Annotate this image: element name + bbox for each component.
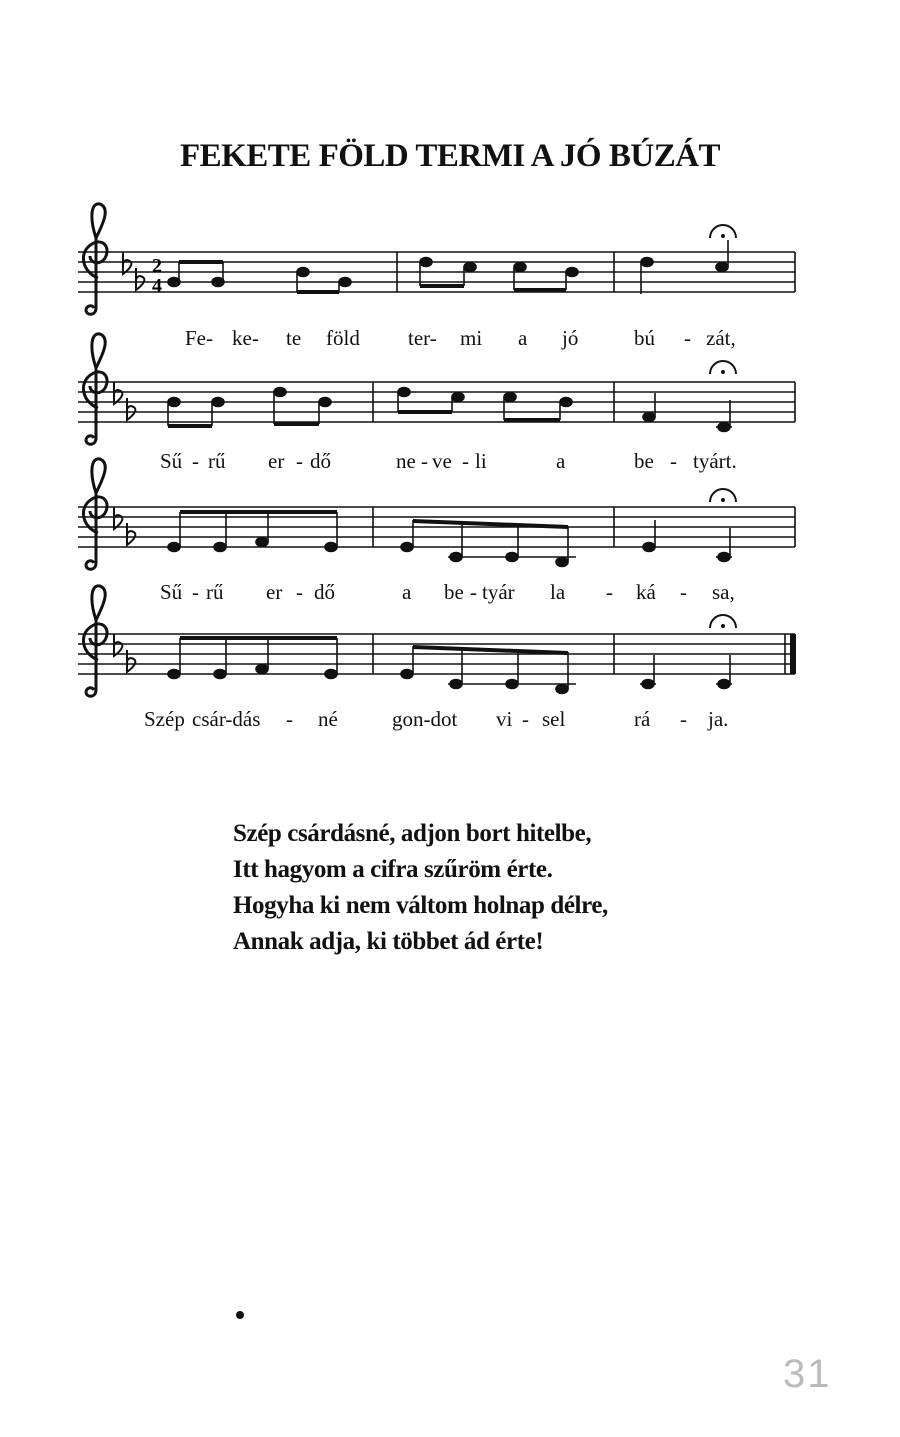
lyric-syllable: rű (208, 449, 226, 473)
lyric-syllable: ke- (232, 326, 259, 350)
verse-line: Hogyha ki nem váltom holnap délre, (233, 892, 608, 919)
flat-icon (114, 507, 122, 529)
flat-icon (123, 252, 131, 274)
lyric-syllable: ter- (408, 326, 437, 350)
lyric-syllable: föld (326, 326, 360, 350)
lyric-syllable: - (421, 449, 428, 473)
treble-clef-icon (83, 459, 107, 569)
verse-line: Annak adja, ki többet ád érte! (233, 928, 544, 955)
staff-system-3 (78, 459, 795, 569)
time-sig-bottom: 4 (152, 275, 162, 297)
lyric-syllable: - (192, 580, 199, 604)
lyric-syllable: - (680, 580, 687, 604)
lyric-syllable: dő (310, 449, 331, 473)
lyric-syllable: li (475, 449, 487, 473)
lyric-syllable: be (444, 580, 464, 604)
lyric-syllable: vi (496, 707, 513, 731)
lyric-syllable: - (296, 580, 303, 604)
treble-clef-icon (83, 204, 107, 314)
lyric-syllable: mi (460, 326, 483, 350)
lyric-syllable: - (670, 449, 677, 473)
lyric-syllable: Szép (144, 707, 185, 731)
lyric-syllable: ká (636, 580, 656, 604)
lyric-syllable: bú (634, 326, 655, 350)
lyric-syllable: - (296, 449, 303, 473)
lyric-syllable: ve (432, 449, 452, 473)
lyric-syllable: sel (542, 707, 566, 731)
lyric-syllable: Sű (160, 449, 183, 473)
lyric-syllable: sa, (712, 580, 735, 604)
lyric-syllable: ne (396, 449, 416, 473)
page-number: 31 (783, 1352, 832, 1396)
lyric-syllable: - (470, 580, 477, 604)
lyric-syllable: - (522, 707, 529, 731)
staff-system-2 (78, 334, 795, 444)
lyric-syllable: - (684, 326, 691, 350)
time-sig-top: 2 (152, 255, 162, 277)
lyric-syllable: - (680, 707, 687, 731)
lyric-syllable: csár-dás (192, 707, 261, 731)
verse-line: Itt hagyom a cifra szűröm érte. (233, 856, 553, 883)
lyric-syllable: zát, (706, 326, 736, 350)
flat-icon (114, 382, 122, 404)
lyric-syllable: jó (562, 326, 579, 350)
lyric-syllable: gon-dot (392, 707, 458, 731)
lyric-syllable: rá (634, 707, 651, 731)
lyric-syllable: er (266, 580, 283, 604)
lyric-syllable: - (192, 449, 199, 473)
verse-text (233, 816, 608, 960)
lyric-syllable: dő (314, 580, 335, 604)
lyric-syllable: tyárt. (693, 449, 737, 473)
lyric-syllable: la (550, 580, 566, 604)
lyric-syllable: a (556, 449, 566, 473)
lyric-syllable: - (462, 449, 469, 473)
lyric-syllable: - (606, 580, 613, 604)
lyric-syllable: né (318, 707, 338, 731)
staff-system-4 (78, 586, 796, 696)
lyric-syllable: ja. (708, 707, 729, 731)
lyric-syllable: Fe- (185, 326, 213, 350)
final-barline (790, 634, 796, 674)
lyric-syllable: - (286, 707, 293, 731)
lyric-syllable: te (286, 326, 302, 350)
lyric-syllable: be (634, 449, 654, 473)
staff-system-1 (78, 204, 795, 314)
flat-icon (114, 634, 122, 656)
verse-line: Szép csárdásné, adjon bort hitelbe, (233, 820, 592, 847)
lyric-syllable: tyár (482, 580, 515, 604)
treble-clef-icon (83, 586, 107, 696)
page-title: FEKETE FÖLD TERMI A JÓ BÚZÁT (179, 138, 721, 174)
lyric-syllable: a (402, 580, 412, 604)
lyric-syllable: rű (206, 580, 224, 604)
lyric-syllable: er (268, 449, 285, 473)
lyric-syllable: a (518, 326, 528, 350)
ink-dot (236, 1311, 244, 1319)
treble-clef-icon (83, 334, 107, 444)
lyric-syllable: Sű (160, 580, 183, 604)
